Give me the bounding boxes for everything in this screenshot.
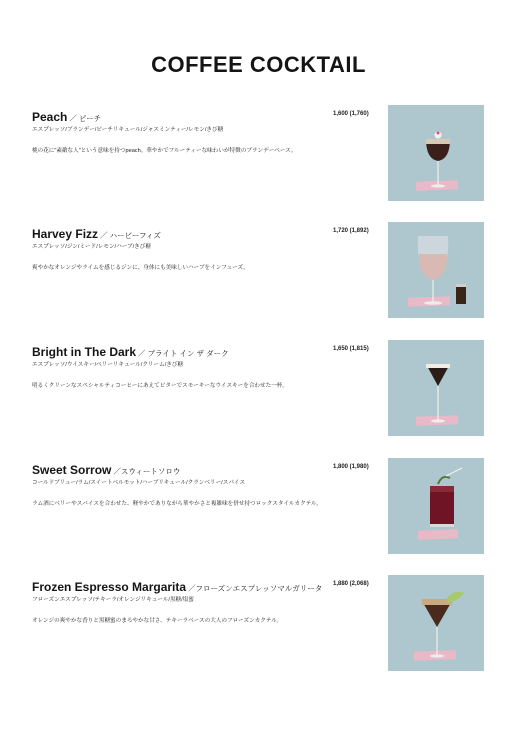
item-ingredients: エスプレッソ/ジン/ミード/レモン/ハーブ/きび糖: [32, 244, 151, 250]
item-description: オレンジの爽やかな香りと黒糖蜜のまろやかな甘さ、テキーラベースの大人のフローズンカクテル。: [32, 618, 282, 624]
item-kana: ／スウィートソロウ: [113, 467, 181, 476]
menu-item-harvey-fizz: [32, 225, 484, 323]
wine-glass-drawing: [388, 222, 484, 318]
coupe-glass-drawing: [388, 105, 484, 201]
item-price: 1,650 (1,815): [333, 346, 369, 352]
menu-item-sweet-sorrow: [32, 461, 484, 559]
item-kana: ／フローズンエスプレッソマルガリータ: [188, 584, 323, 593]
item-heading: [32, 578, 322, 596]
cocktail-photo: [388, 575, 484, 671]
item-name: Bright in The Dark: [32, 345, 137, 359]
item-ingredients: コールドブリュー/ラム/スイートベルモット/ハーブリキュール/クランベリー/スパイス: [32, 480, 246, 486]
margarita-glass-drawing: [388, 575, 484, 671]
item-ingredients: フローズンエスプレッソ/テキーラ/オレンジリキュール/黒糖/塩蜜: [32, 597, 194, 603]
item-heading: [32, 343, 229, 361]
page-title: COFFEE COCKTAIL: [151, 52, 366, 77]
item-name: Peach: [32, 110, 68, 124]
item-heading: [32, 461, 180, 479]
item-name: Sweet Sorrow: [32, 463, 112, 477]
item-price: 1,720 (1,892): [333, 228, 369, 234]
item-description: 明るくクリーンなスペシャルティコーヒーにあえてビターでスモーキーなウイスキーを合わせた一杯。: [32, 383, 288, 389]
item-price: 1,600 (1,760): [333, 111, 369, 117]
cocktail-photo: [388, 105, 484, 201]
item-kana: ／ ブライト イン ザ ダーク: [138, 349, 229, 358]
item-description: 桃の花に"素敵な人"という意味を持つpeach。華やかでフルーティーな味わいが特徴のブランデーベース。: [32, 148, 297, 154]
martini-glass-drawing: [388, 340, 484, 436]
item-heading: [32, 225, 161, 243]
item-kana: ／ ピーチ: [69, 114, 102, 123]
item-name: Harvey Fizz: [32, 227, 99, 241]
rocks-glass-drawing: [388, 458, 484, 554]
item-price: 1,800 (1,980): [333, 464, 369, 470]
cocktail-photo: [388, 340, 484, 436]
menu-item-frozen-espresso-margarita: [32, 578, 484, 676]
item-description: ラム酒にベリーやスパイスを合わせた、軽やかでありながら華やかさと複雑味を併せ持つロックスタイルカクテル。: [32, 501, 322, 507]
item-price: 1,880 (2,068): [333, 581, 369, 587]
menu-item-bright-in-the-dark: [32, 343, 484, 441]
item-ingredients: エスプレッソ/ウイスキー/ベリーリキュール/クリーム/きび糖: [32, 362, 184, 368]
menu-item-peach: [32, 108, 484, 206]
item-heading: [32, 108, 101, 126]
cocktail-photo: [388, 222, 484, 318]
item-description: 爽やかなオレンジやライムを感じるジンに、身体にも美味しいハーブをインフューズ。: [32, 265, 249, 271]
item-ingredients: エスプレッソ/ブランデー/ピーチリキュール/ジャスミンティー/レモン/きび糖: [32, 127, 224, 133]
item-kana: ／ ハービーフィズ: [100, 231, 161, 240]
item-name: Frozen Espresso Margarita: [32, 580, 187, 594]
cocktail-photo: [388, 458, 484, 554]
